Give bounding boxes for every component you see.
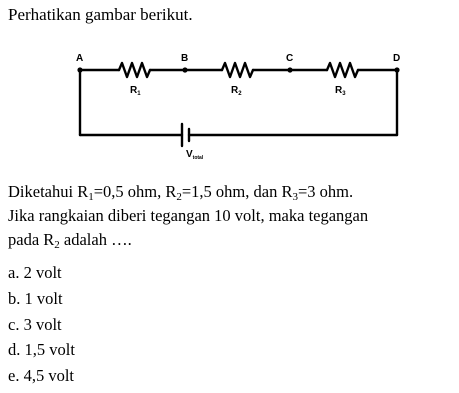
node-b-label: B — [181, 53, 189, 64]
node-b-dot — [182, 67, 187, 72]
node-a-dot — [77, 67, 82, 72]
option-d[interactable]: d. 1,5 volt — [8, 340, 75, 360]
question-text — [8, 180, 454, 252]
option-e[interactable]: e. 4,5 volt — [8, 366, 74, 386]
node-d-label: D — [393, 53, 401, 64]
option-b[interactable]: b. 1 volt — [8, 288, 63, 308]
question-line-2: Jika rangkaian diberi tegangan 10 volt, maka tegangan — [8, 206, 369, 225]
option-a[interactable]: a. 2 volt — [8, 263, 62, 282]
circuit-diagram — [0, 0, 459, 175]
intro-text: Perhatikan gambar berikut. — [8, 5, 193, 24]
resistor-r1-label: $R_1$ — [130, 85, 141, 97]
source-label: $V_{total}$ — [186, 149, 204, 161]
question-line-3: pada $R_2$ adalah …. — [8, 230, 132, 251]
node-a-label: A — [76, 53, 84, 64]
question-line-1: Diketahui $R_1=0,5$ ohm, $R_2=1,5$ ohm, dan $R_3=3$ ohm. — [8, 182, 354, 203]
resistor-r1-zigzag — [119, 63, 150, 77]
answer-options — [8, 260, 75, 389]
node-c-label: C — [286, 53, 294, 64]
resistor-r3-label: $R_3$ — [335, 85, 346, 97]
resistor-r3-zigzag — [327, 63, 358, 77]
resistor-r2-zigzag — [222, 63, 253, 77]
node-c-dot — [287, 67, 292, 72]
node-d-dot — [394, 67, 399, 72]
option-c[interactable]: c. 3 volt — [8, 314, 62, 334]
resistor-r2-label: $R_2$ — [231, 85, 242, 97]
